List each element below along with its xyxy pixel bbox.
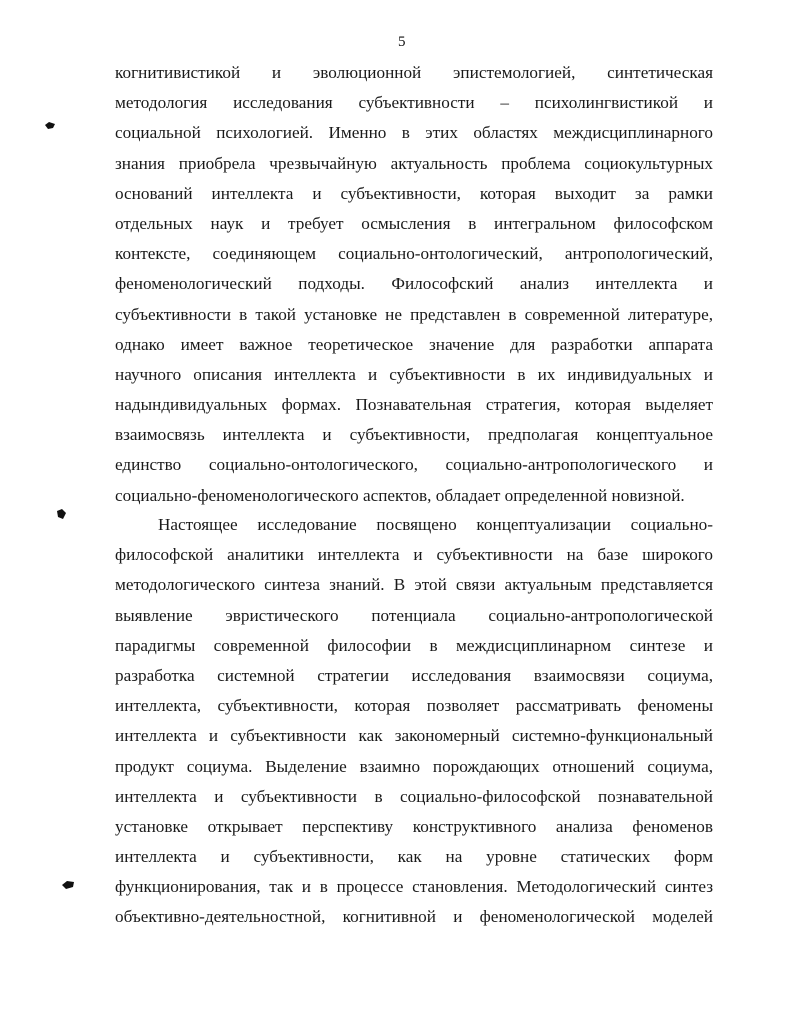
text-line: социально-феноменологического аспектов, обладает определенной новизной.: [115, 485, 685, 505]
text-line: методологического синтеза знаний. В этой связи актуальным представляется: [115, 575, 713, 595]
text-line: однако имеет важное теоретическое значение для разработки аппарата: [115, 334, 713, 354]
text-line: субъективности в такой установке не представлен в современной литературе,: [115, 304, 713, 324]
scan-artifact-mark: [61, 880, 73, 889]
text-line: надындивидуальных формах. Познавательная стратегия, которая выделяет: [115, 395, 713, 415]
text-line: контексте, соединяющем социально-онтологический, антропологический,: [115, 244, 713, 264]
text-line: взаимосвязь интеллекта и субъективности, предполагая концептуальное: [115, 425, 713, 445]
text-line: когнитивистикой и эволюционной эпистемологией, синтетическая: [115, 63, 713, 82]
text-line: интеллекта, субъективности, которая позволяет рассматривать феномены: [115, 696, 713, 716]
text-line: знания приобрела чрезвычайную актуальность проблема социокультурных: [115, 153, 713, 173]
text-line: продукт социума. Выделение взаимно порождающих отношений социума,: [115, 756, 713, 776]
scan-artifact-mark: [55, 509, 67, 518]
paragraph: [115, 510, 713, 933]
text-line: феноменологический подходы. Философский анализ интеллекта и: [115, 274, 713, 294]
text-line: Настоящее исследование посвящено концептуализации социально-: [158, 515, 713, 534]
text-line: установке открывает перспективу конструктивного анализа феноменов: [115, 816, 713, 836]
text-line: интеллекта и субъективности в социально-философской познавательной: [115, 786, 713, 806]
text-line: интеллекта и субъективности как закономерный системно-функциональный: [115, 726, 713, 746]
scan-artifact-mark: [44, 121, 56, 130]
text-line: единство социально-онтологического, социально-антропологического и: [115, 455, 713, 475]
paragraph-continuation: [115, 58, 713, 511]
text-line: социальной психологией. Именно в этих областях междисциплинарного: [115, 123, 713, 143]
text-line: объективно-деятельностной, когнитивной и феноменологической моделей: [115, 907, 713, 927]
text-line: философской аналитики интеллекта и субъективности на базе широкого: [115, 545, 713, 565]
text-line: методология исследования субъективности – психолингвистикой и: [115, 93, 713, 113]
text-line: разработка системной стратегии исследования взаимосвязи социума,: [115, 665, 713, 685]
text-line: отдельных наук и требует осмысления в интегральном философском: [115, 213, 713, 233]
text-line: оснований интеллекта и субъективности, которая выходит за рамки: [115, 183, 713, 203]
text-line: парадигмы современной философии в междисциплинарном синтезе и: [115, 635, 713, 655]
text-line: научного описания интеллекта и субъективности в их индивидуальных и: [115, 364, 713, 384]
text-line: функционирования, так и в процессе становления. Методологический синтез: [115, 877, 713, 897]
page-number: 5: [398, 34, 406, 50]
text-line: выявление эвристического потенциала социально-антропологической: [115, 605, 713, 625]
text-line: интеллекта и субъективности, как на уровне статических форм: [115, 847, 713, 867]
